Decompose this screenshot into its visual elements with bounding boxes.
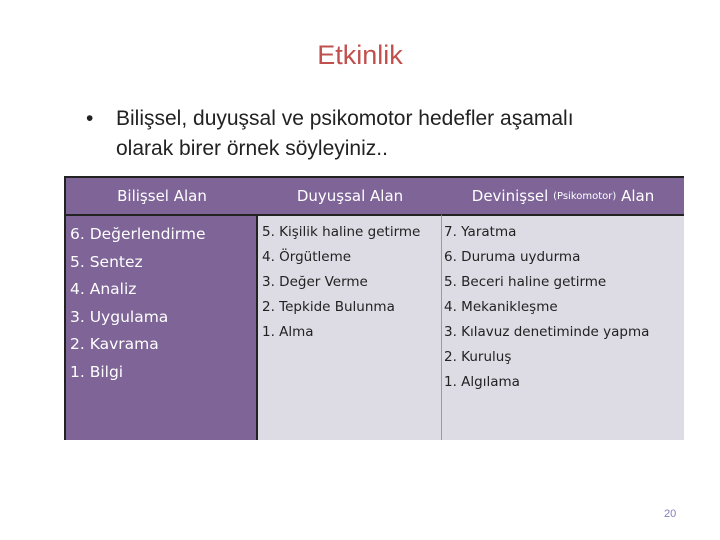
affective-item: 5. Kişilik haline getirme [262, 224, 421, 240]
slide-title: Etkinlik [317, 40, 403, 70]
affective-item: 4. Örgütleme [262, 249, 352, 265]
psychomotor-column [442, 214, 684, 440]
psychomotor-item: 7. Yaratma [444, 224, 517, 240]
bullet-icon: • [86, 107, 94, 130]
psychomotor-item: 5. Beceri haline getirme [444, 274, 607, 290]
psychomotor-item: 3. Kılavuz denetiminde yapma [444, 324, 650, 340]
psychomotor-item: 2. Kuruluş [444, 349, 512, 365]
affective-item: 2. Tepkide Bulunma [262, 299, 395, 315]
domains-table [64, 176, 684, 440]
cognitive-column [66, 214, 258, 440]
header-psychomotor [442, 178, 684, 214]
cognitive-item: 1. Bilgi [70, 362, 124, 381]
psychomotor-item: 6. Duruma uydurma [444, 249, 581, 265]
header-psychomotor-sub: (Psikomotor) [553, 190, 617, 202]
header-psychomotor-main: Devinişsel [471, 187, 549, 205]
page-number: 20 [664, 508, 677, 520]
header-psychomotor-suffix: Alan [621, 187, 655, 205]
affective-item: 1. Alma [262, 324, 314, 340]
cognitive-item: 3. Uygulama [70, 307, 169, 326]
bullet-text [116, 104, 676, 164]
psychomotor-item: 4. Mekanikleşme [444, 299, 558, 315]
bullet-text-line: olarak birer örnek söyleyiniz.. [116, 137, 388, 160]
psychomotor-item: 1. Algılama [444, 374, 520, 390]
cognitive-item: 5. Sentez [70, 252, 143, 271]
cognitive-item: 2. Kavrama [70, 335, 159, 354]
cognitive-item: 4. Analiz [70, 280, 137, 299]
affective-item: 3. Değer Verme [262, 274, 368, 290]
cognitive-item: 6. Değerlendirme [70, 225, 206, 243]
bullet-text-line: Bilişsel, duyuşsal ve psikomotor hedefler aşamalı [116, 107, 574, 130]
header-affective: Duyuşsal Alan [258, 178, 442, 214]
affective-column [258, 214, 442, 440]
header-cognitive: Bilişsel Alan [66, 178, 258, 214]
